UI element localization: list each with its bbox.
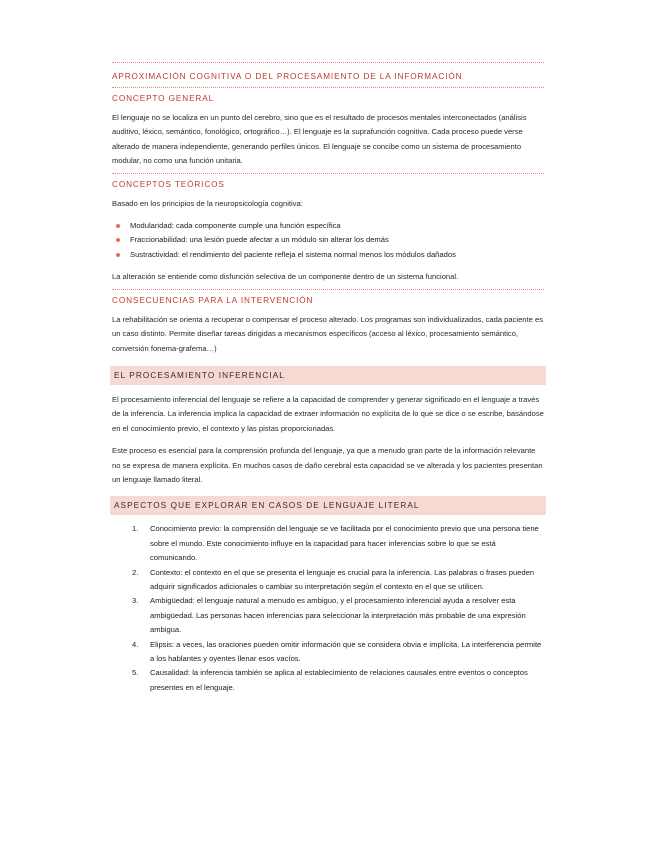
bullet-icon bbox=[116, 253, 120, 257]
section-band-aspectos bbox=[110, 496, 546, 515]
concepto-general-text: El lenguaje no se localiza en un punto del cerebro, sino que es el resultado de procesos mentales interconectados (análisis auditivo, léxico, semántico, fonológico, ortográfico…). El lenguaje es la suprafunción cognitiva. Cada proceso puede verse alterado de manera independiente, generando perfiles únicos. El lenguaje se concibe como un sistema de procesamiento modular, no como una función unitaria. bbox=[112, 113, 527, 166]
bullet-icon bbox=[116, 224, 120, 228]
list-item: 1. Conocimiento previo: la comprensión del lenguaje se ve facilitada por el conocimiento previo que una persona tiene sobre el mundo. Este conocimiento influye en la capacidad para hacer inferencias sobre lo que se está comunicando. bbox=[132, 524, 539, 563]
list-item: 5. Causalidad: la inferencia también se aplica al establecimiento de relaciones causales entre eventos o conceptos presentes en el lenguaje. bbox=[132, 668, 528, 692]
document-page bbox=[112, 62, 544, 695]
list-item: Fraccionabilidad: una lesión puede afectar a un módulo sin alterar los demás bbox=[130, 233, 544, 247]
procesamiento-paragraph-2: Este proceso es esencial para la comprensión profunda del lenguaje, ya que a menudo gran parte de la información relevante no se expresa de manera explícita. En muchos casos de daño cerebral esta capacidad se ve alterada y los pacientes presentan un lenguaje llamado literal. bbox=[112, 446, 543, 484]
procesamiento-paragraph-1: El procesamiento inferencial del lenguaje se refiere a la capacidad de comprender y generar significado en el lenguaje a través de la inferencia. La inferencia implica la capacidad de extraer información no explícita de lo que se dice o se escribe, basándose en el conocimiento previo, el contexto y las pistas proporcionadas. bbox=[112, 394, 544, 433]
section-heading-procesamiento-inferencial: EL PROCESAMIENTO INFERENCIAL bbox=[114, 370, 285, 380]
aspectos-list bbox=[112, 522, 544, 695]
section-heading-conceptos-teoricos: CONCEPTOS TEÓRICOS bbox=[112, 179, 225, 189]
section-heading-concepto-general: CONCEPTO GENERAL bbox=[112, 94, 215, 104]
section-band-procesamiento bbox=[110, 366, 546, 385]
bullet-icon bbox=[116, 238, 120, 242]
conceptos-list bbox=[112, 219, 544, 262]
section-heading-aspectos: ASPECTOS QUE EXPLORAR EN CASOS DE LENGUAJE LITERAL bbox=[114, 501, 420, 511]
list-item: 4. Elipsis: a veces, las oraciones pueden omitir información que se considera obvia e implícita. La interferencia permite a los hablantes y oyentes llenar esos vacíos. bbox=[132, 639, 542, 664]
list-item: Modularidad: cada componente cumple una función específica bbox=[130, 219, 544, 233]
document-title: APROXIMACIÓN COGNITIVA O DEL PROCESAMIENTO DE LA INFORMACIÓN bbox=[112, 72, 463, 81]
list-item: 2. Contexto: el contexto en el que se presenta el lenguaje es crucial para la inferencia. Las palabras o frases pueden adquirir significados adicionales o cambiar su interpretación según el contexto en el que se utilicen. bbox=[132, 567, 535, 592]
consecuencias-text: La rehabilitación se orienta a recuperar o compensar el proceso alterado. Los programas son individualizados, cada paciente es un caso distinto. Permite diseñar tareas dirigidas a mecanismos específicos (acceso al léxico, procesamiento semántico, conversión fonema-grafema…) bbox=[112, 314, 543, 353]
conceptos-teoricos-intro: Basado en los principios de la neuropsicología cognitiva: bbox=[112, 198, 303, 208]
conceptos-teoricos-closing: La alteración se entiende como disfunción selectiva de un componente dentro de un sistema funcional. bbox=[112, 272, 459, 282]
list-item: Sustractividad: el rendimiento del paciente refleja el sistema normal menos los módulos dañados bbox=[130, 248, 544, 262]
list-item: 3. Ambigüedad: el lenguaje natural a menudo es ambiguo, y el procesamiento inferencial ayuda a resolver esta ambigüedad. Las personas hacen inferencias para seleccionar la interpretación más probable de una expresión ambigua. bbox=[132, 596, 526, 635]
section-heading-consecuencias: CONSECUENCIAS PARA LA INTERVENCIÓN bbox=[112, 295, 314, 305]
